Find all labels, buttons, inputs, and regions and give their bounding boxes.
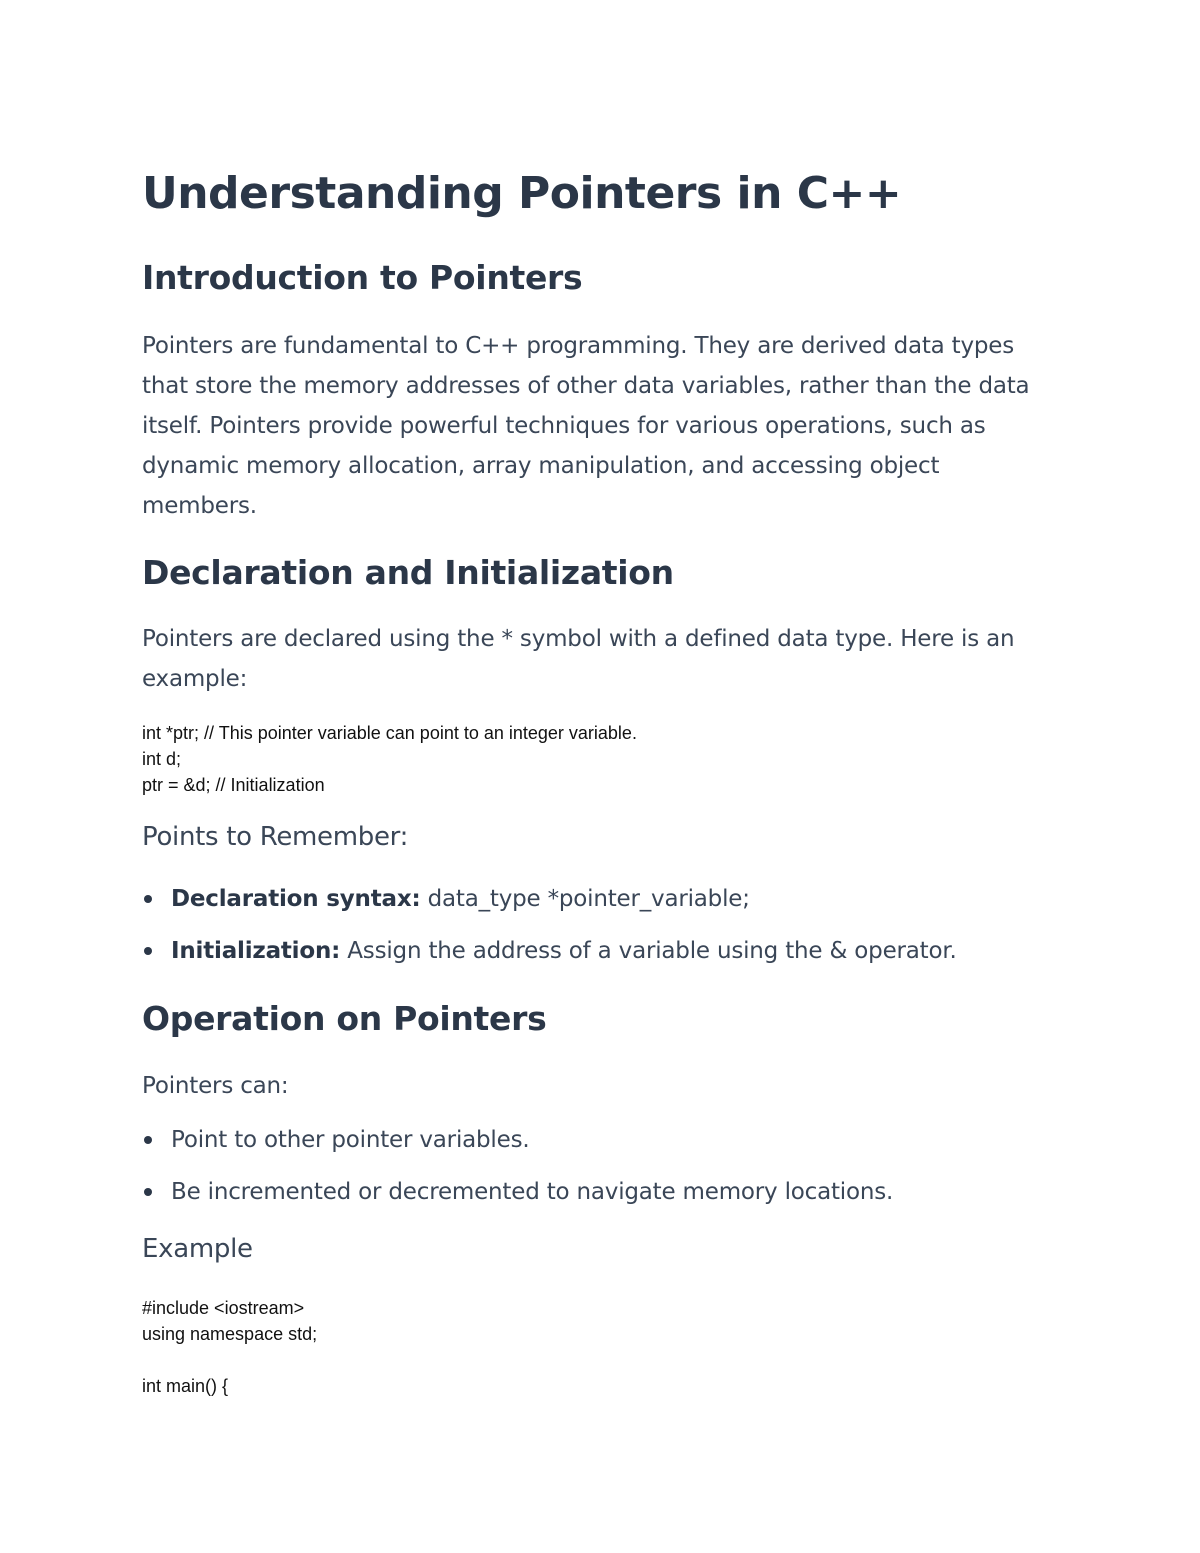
code-block-example: #include <iostream> using namespace std; int main() { xyxy=(142,1298,318,1396)
list-item xyxy=(142,925,1072,977)
list-item-text: Point to other pointer variables. xyxy=(171,1127,530,1153)
document-title: Understanding Pointers in C++ xyxy=(142,168,902,219)
heading-example: Example xyxy=(142,1234,253,1264)
list-item-text: Assign the address of a variable using the & operator. xyxy=(340,938,957,964)
paragraph-operation-intro: Pointers can: xyxy=(142,1073,289,1099)
paragraph-declaration: Pointers are declared using the * symbol with a defined data type. Here is an example: xyxy=(142,626,1015,692)
bullet-dot-icon xyxy=(144,947,152,955)
list-item-term: Declaration syntax: xyxy=(171,886,421,912)
heading-points-to-remember: Points to Remember: xyxy=(142,822,409,852)
bullet-dot-icon xyxy=(144,1136,152,1144)
list-pointer-operations xyxy=(142,1114,1072,1218)
paragraph-introduction: Pointers are fundamental to C++ programming. They are derived data types that store the memory addresses of other data variables, rather than the data itself. Pointers provide powerful techniques for various operations, such as dynamic memory allocation, array manipulation, and accessing object members. xyxy=(142,333,1030,519)
list-points-to-remember xyxy=(142,873,1072,977)
list-item xyxy=(142,1166,1072,1218)
code-block-declaration: int *ptr; // This pointer variable can point to an integer variable. int d; ptr = &d; // Initialization xyxy=(142,723,637,795)
heading-operation: Operation on Pointers xyxy=(142,999,547,1038)
list-item xyxy=(142,873,1072,925)
heading-introduction: Introduction to Pointers xyxy=(142,258,583,297)
bullet-dot-icon xyxy=(144,1188,152,1196)
list-item xyxy=(142,1114,1072,1166)
list-item-text: Be incremented or decremented to navigate memory locations. xyxy=(171,1179,894,1205)
bullet-dot-icon xyxy=(144,895,152,903)
heading-declaration: Declaration and Initialization xyxy=(142,553,674,592)
list-item-term: Initialization: xyxy=(171,938,341,964)
list-item-text: data_type *pointer_variable; xyxy=(420,886,750,912)
